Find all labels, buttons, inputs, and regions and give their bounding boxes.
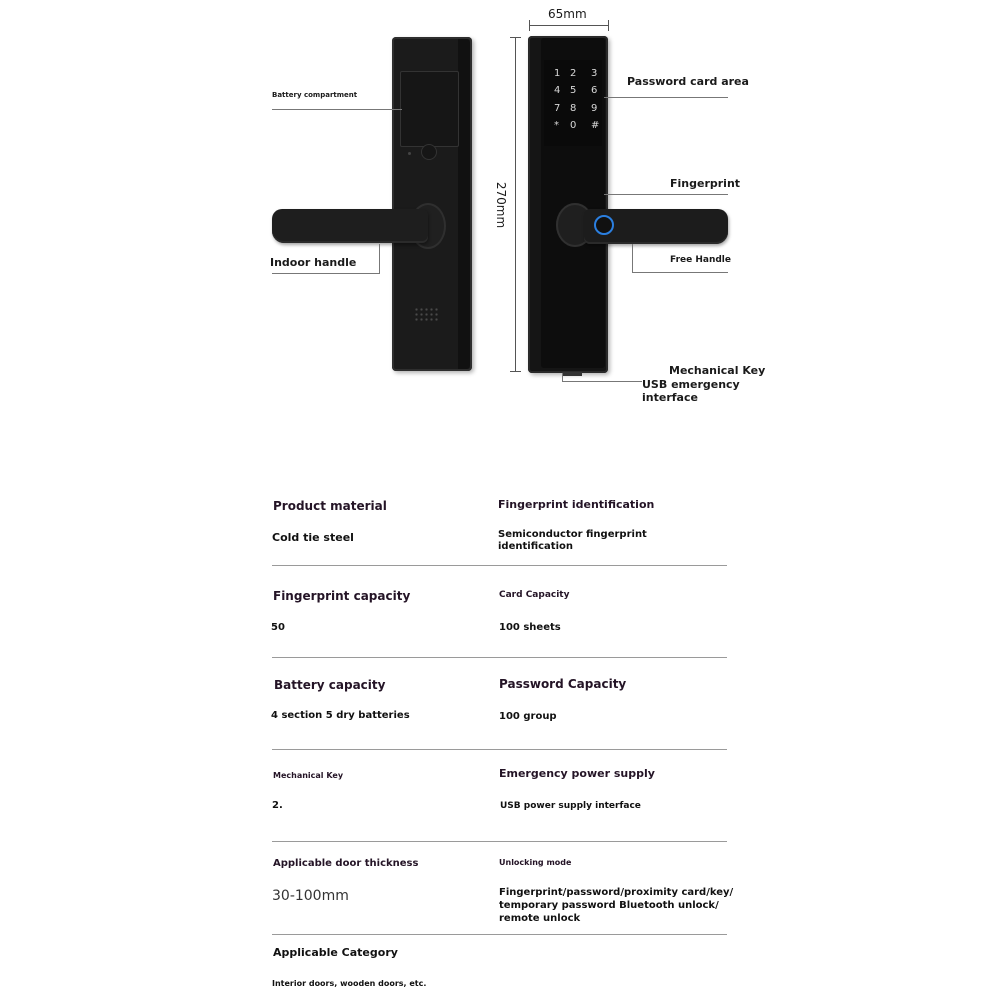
battery-cover [400, 71, 459, 147]
spec-divider [272, 841, 727, 842]
key-6[interactable]: 6 [591, 85, 598, 96]
spec-divider [272, 749, 727, 750]
spec-value-applicable-category: Interior doors, wooden doors, etc. [272, 979, 427, 988]
spec-heading-applicable-category: Applicable Category [273, 946, 398, 959]
spec-heading-card-capacity: Card Capacity [499, 590, 570, 600]
key-2[interactable]: 2 [570, 68, 577, 79]
spec-heading-unlocking-mode: Unlocking mode [499, 858, 572, 867]
key-8[interactable]: 8 [570, 103, 577, 114]
spec-value-unlocking-mode: Fingerprint/password/proximity card/key/ temporary password Bluetooth unlock/ remote unlock [499, 887, 734, 924]
spec-value-card-capacity: 100 sheets [499, 622, 561, 633]
spec-value-battery-capacity: 4 section 5 dry batteries [271, 710, 410, 721]
key-4[interactable]: 4 [554, 85, 561, 96]
spec-heading-password-capacity: Password Capacity [499, 677, 627, 691]
free-handle-leader-line [632, 272, 728, 273]
battery-leader-line [272, 109, 402, 110]
free-handle-label: Free Handle [670, 255, 731, 265]
spec-value-emergency-power-supply: USB power supply interface [500, 801, 641, 811]
key-1[interactable]: 1 [554, 68, 561, 79]
key-5[interactable]: 5 [570, 85, 577, 96]
spec-heading-product-material: Product material [273, 499, 387, 513]
spec-value-door-thickness: 30-100mm [272, 888, 349, 904]
spec-value-product-material: Cold tie steel [272, 531, 354, 544]
mechanical-key-leader-line [562, 381, 642, 382]
height-dimension-label: 270mm [494, 181, 509, 229]
spec-heading-mechanical-key: Mechanical Key [273, 771, 344, 780]
spec-value-fingerprint-identification: Semiconductor fingerprint identification [498, 529, 647, 552]
spec-heading-door-thickness: Applicable door thickness [273, 858, 419, 869]
usb-emergency-label: USB emergency interface [642, 378, 740, 404]
indoor-handle[interactable] [272, 209, 428, 243]
spec-value-fingerprint-capacity: 50 [271, 622, 285, 633]
indoor-handle-label: Indoor handle [270, 256, 357, 269]
key-3[interactable]: 3 [591, 68, 598, 79]
spec-value-mechanical-key: 2. [272, 800, 283, 811]
key-9[interactable]: 9 [591, 103, 598, 114]
key-0[interactable]: 0 [570, 120, 577, 131]
password-card-area-label: Password card area [627, 75, 749, 88]
fingerprint-leader-line [604, 194, 728, 195]
indicator-dot [408, 152, 411, 155]
fingerprint-label: Fingerprint [670, 177, 741, 190]
key-star[interactable]: * [554, 120, 559, 131]
indoor-handle-leader-line [272, 273, 380, 274]
spec-divider [272, 565, 727, 566]
key-7[interactable]: 7 [554, 103, 561, 114]
mechanical-key-label: Mechanical Key [669, 364, 766, 377]
key-hash[interactable]: # [591, 120, 600, 131]
spec-heading-battery-capacity: Battery capacity [274, 678, 386, 692]
spec-heading-fingerprint-identification: Fingerprint identification [498, 498, 655, 511]
spec-divider [272, 934, 727, 935]
spec-heading-fingerprint-capacity: Fingerprint capacity [273, 589, 411, 603]
width-dimension-line [529, 25, 609, 26]
fingerprint-sensor-icon[interactable] [594, 215, 614, 235]
speaker-grille-icon [414, 307, 440, 321]
height-dimension-line [515, 37, 516, 372]
battery-cover-latch [421, 144, 437, 160]
password-leader-line [604, 97, 728, 98]
indoor-lock-side [458, 39, 470, 369]
width-dimension-label: 65mm [548, 7, 587, 21]
spec-value-password-capacity: 100 group [499, 711, 557, 722]
keypad-panel [544, 60, 602, 146]
spec-heading-emergency-power-supply: Emergency power supply [499, 767, 655, 780]
usb-port [562, 372, 582, 376]
spec-divider [272, 657, 727, 658]
battery-compartment-label: Battery compartment [272, 91, 358, 99]
